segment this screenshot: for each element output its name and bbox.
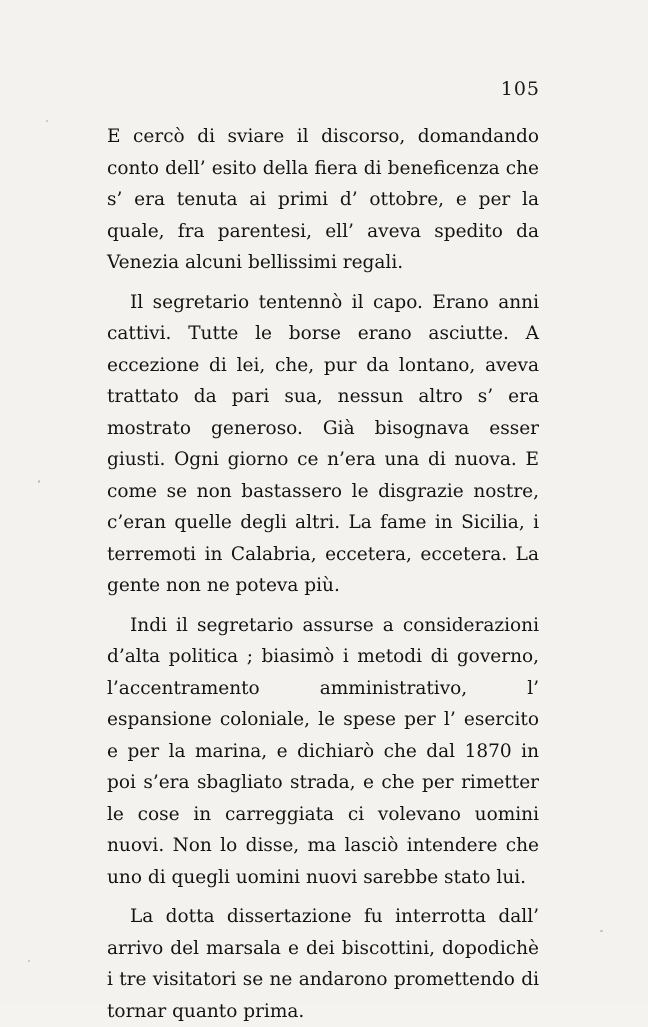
paragraph-3: Indi il segretario assurse a considerazioni d’alta politica ; biasimò i metodi di governo, l’accentramento amministrativo, l’ espansione coloniale, le spese per l’ esercito e per la marina, e dichiarò che dal 1870 in poi s’era sbagliato strada, e che per rimetter le cose in carreggiata ci volevano uomini nuovi. Non lo disse, ma lasciò intendere che uno di quegli uomini nuovi sarebbe stato lui. bbox=[107, 614, 539, 888]
paper-speck bbox=[28, 960, 30, 962]
paragraph-4: La dotta dissertazione fu interrotta dall’ arrivo del marsala e dei biscottini, dopodichè i tre visitatori se ne andarono promettendo di tornar quanto prima. bbox=[107, 906, 539, 1022]
paper-speck bbox=[46, 120, 48, 122]
paper-speck bbox=[600, 930, 603, 932]
page-text bbox=[107, 121, 539, 1027]
paper-speck bbox=[38, 480, 40, 483]
page-number: 105 bbox=[500, 78, 540, 100]
paragraph-2: Il segretario tentennò il capo. Erano anni cattivi. Tutte le borse erano asciutte. A eccezione di lei, che, pur da lontano, aveva trattato da pari sua, nessun altro s’ era mostrato generoso. Già bisognava esser giusti. Ogni giorno ce n’era una di nuova. E come se non bastassero le disgrazie nostre, c’eran quelle degli altri. La fame in Sicilia, i terremoti in Calabria, eccetera, eccetera. La gente non ne poteva più. bbox=[107, 291, 539, 596]
paragraph-1: E cercò di sviare il discorso, domandando conto dell’ esito della fiera di beneficenza che s’ era tenuta ai primi d’ ottobre, e per la quale, fra parentesi, ell’ aveva spedito da Venezia alcuni bellissimi regali. bbox=[107, 126, 539, 273]
